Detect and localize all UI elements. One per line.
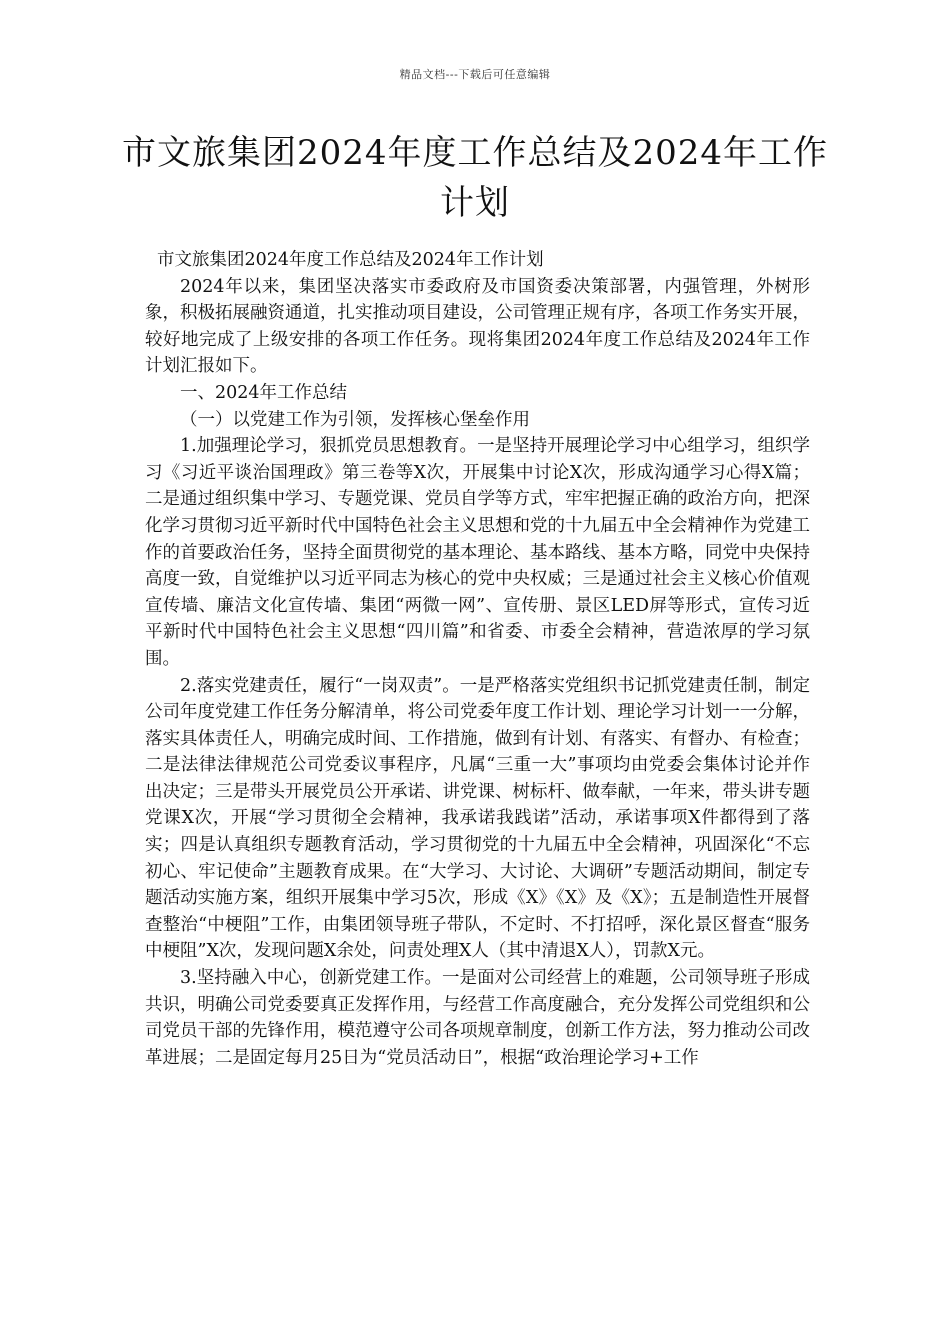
body-paragraph: 2.落实党建责任，履行“一岗双责”。一是严格落实党组织书记抓党建责任制，制定公司年度党建工作任务分解清单，将公司党委年度工作计划、理论学习计划一一分解，落实具体责任人，明确完成时间、工作措施，做到有计划、有落实、有督办、有检查；二是法律法律规范公司党委议事程序，凡属“三重一大”事项均由党委会集体讨论并作出决定；三是带头开展党员公开承诺、讲党课、树标杆、做奉献，一年来，带头讲专题党课X次，开展“学习贯彻全会精神，我承诺我践诺”活动，承诺事项X件都得到了落实；四是认真组织专题教育活动，学习贯彻党的十九届五中全会精神，巩固深化“不忘初心、牢记使命”主题教育成果。在“大学习、大讨论、大调研”专题活动期间，制定专题活动实施方案，组织开展集中学习5次，形成《X》《X》及《X》；五是制造性开展督查整治“中梗阻”工作，由集团领导班子带队，不定时、不打招呼，深化景区督查“服务中梗阻”X次，发现问题X余处，问责处理X人（其中清退X人），罚款X元。	[145, 675, 810, 962]
document-body	[145, 247, 810, 1071]
body-paragraph: 1.加强理论学习，狠抓党员思想教育。一是坚持开展理论学习中心组学习，组织学习《习近平谈治国理政》第三卷等X次，开展集中讨论X次，形成沟通学习心得X篇；二是通过组织集中学习、专题党课、党员自学等方式，牢牢把握正确的政治方向，把深化学习贯彻习近平新时代中国特色社会主义思想和党的十九届五中全会精神作为党建工作的首要政治任务，坚持全面贯彻党的基本理论、基本路线、基本方略，同党中央保持高度一致，自觉维护以习近平同志为核心的党中央权威；三是通过社会主义核心价值观宣传墙、廉洁文化宣传墙、集团“两微一网”、宣传册、景区LED屏等形式，宣传习近平新时代中国特色社会主义思想“四川篇”和省委、市委全会精神，营造浓厚的学习氛围。	[145, 436, 810, 669]
section-heading: 一、2024年工作总结	[180, 382, 348, 403]
intro-paragraph: 2024年以来，集团坚决落实市委政府及市国资委决策部署，内强管理，外树形象，积极拓展融资通道，扎实推动项目建设，公司管理正规有序，各项工作务实开展，较好地完成了上级安排的各项工作任务。现将集团2024年度工作总结及2024年工作计划汇报如下。	[145, 276, 810, 377]
header-note: 精品文档---下载后可任意编辑	[399, 68, 551, 81]
subsection-heading: （一）以党建工作为引领，发挥核心堡垒作用	[180, 409, 530, 430]
body-paragraph: 3.坚持融入中心，创新党建工作。一是面对公司经营上的难题，公司领导班子形成共识，明确公司党委要真正发挥作用，与经营工作高度融合，充分发挥公司党组织和公司党员干部的先锋作用，模范遵守公司各项规章制度，创新工作方法，努力推动公司改革进展；二是固定每月25日为“党员活动日”，根据“政治理论学习+工作	[145, 968, 810, 1068]
document-title: 市文旅集团2024年度工作总结及2024年工作计划	[121, 133, 829, 223]
document-subtitle: 市文旅集团2024年度工作总结及2024年工作计划	[157, 250, 544, 270]
